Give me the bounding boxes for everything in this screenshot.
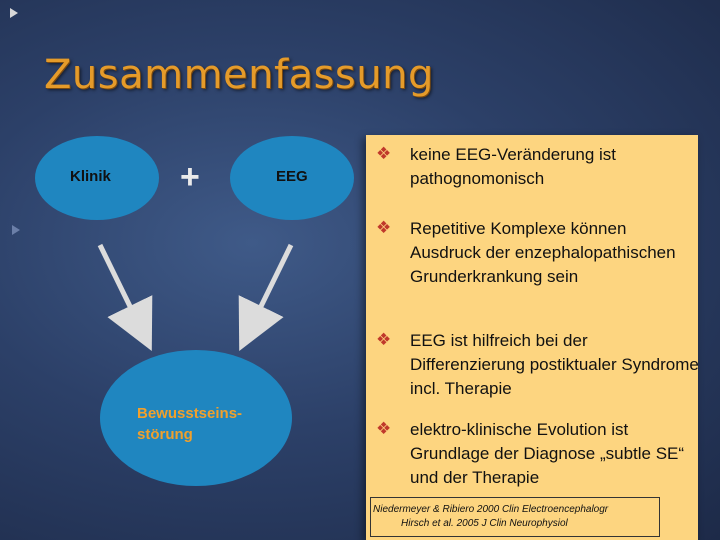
result-line-2: störung [137,426,193,443]
diamond-bullet-icon: ❖ [376,419,392,439]
reference-box [370,497,660,537]
bewusstseinsstoerung-label [137,403,242,445]
result-line-1: Bewusstseins- [137,405,243,422]
summary-item-text: elektro-klinische Evolution ist Grundlage der Diagnose „subtle SE“ und der Therapie [410,420,685,487]
reference-line-1: Niedermeyer & Ribiero 2000 Clin Electroencephalogr [373,504,609,515]
klinik-label: Klinik [70,168,111,185]
diamond-bullet-icon: ❖ [376,218,392,238]
eeg-label: EEG [276,168,308,185]
summary-item-text: keine EEG-Veränderung ist pathognomonisch [410,145,617,188]
diamond-bullet-icon: ❖ [376,330,392,350]
arrow-klinik [100,245,143,333]
summary-panel [366,135,698,540]
slide-title: Zusammenfassung [44,52,434,98]
arrow-eeg [248,245,291,333]
plus-sign: + [180,158,200,196]
reference-line-2: Hirsch et al. 2005 J Clin Neurophysiol [401,518,568,529]
summary-item-text: Repetitive Komplexe können Ausdruck der enzephalopathischen Grunderkrankung sein [410,219,676,286]
diamond-bullet-icon: ❖ [376,144,392,164]
summary-item-text: EEG ist hilfreich bei der Differenzierung postiktualer Syndrome incl. Therapie [410,331,699,398]
